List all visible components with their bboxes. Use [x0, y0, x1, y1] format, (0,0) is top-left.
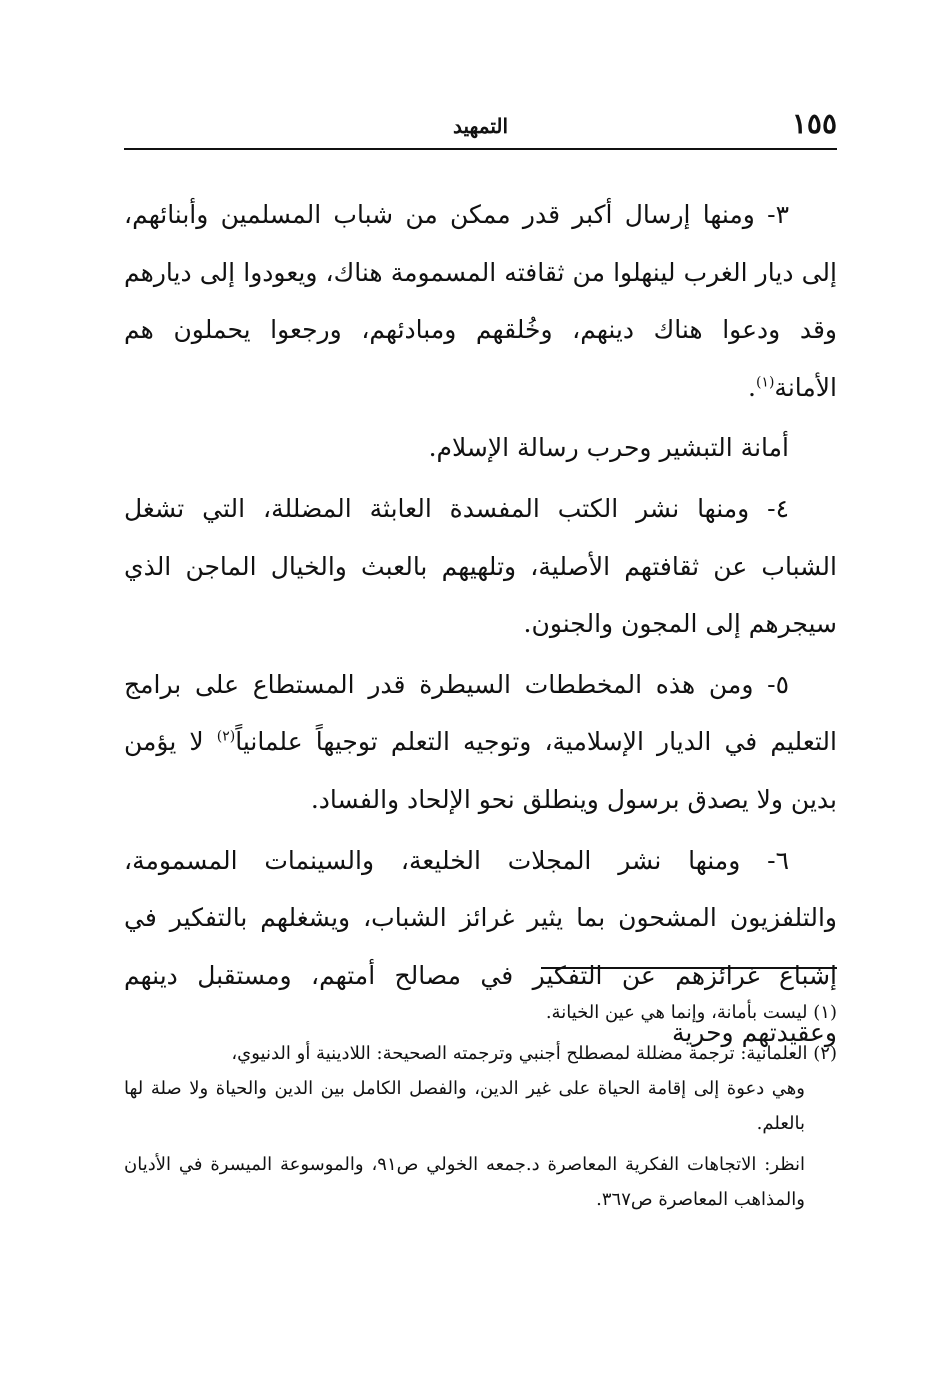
footnote-2-continuation: وهي دعوة إلى إقامة الحياة على غير الدين، والفصل الكامل بين الدين والحياة ولا صلة لها بالعلم. [124, 1078, 805, 1134]
paragraph-3-continuation: أمانة التبشير وحرب رسالة الإسلام. [428, 433, 789, 463]
paragraph-3 [124, 186, 837, 416]
paragraph-5-text-a: ٥- ومن هذه المخططات السيطرة قدر المستطاع على برامج التعليم في الديار الإسلامية، وتوجيه التعلم توجيهاً علمانياً [124, 669, 837, 757]
footnote-ref-2: (٢) [216, 729, 236, 746]
footnote-2-reference: انظر: الاتجاهات الفكرية المعاصرة د.جمعه الخولي ص٩١، والموسوعة الميسرة في الأديان والمذاهب المعاصرة ص٣٦٧. [124, 1154, 805, 1210]
footnote-ref-1: (١) [755, 374, 775, 391]
paragraph-3-text: ٣- ومنها إرسال أكبر قدر ممكن من شباب المسلمين وأبنائهم، إلى ديار الغرب لينهلوا من ثقافته المسمومة هناك، ويعودوا إلى ديارهم وقد ودعوا هناك دينهم، وخُلقهم ومبادئهم، ورجعوا يحملون هم الأمانة [124, 200, 837, 402]
main-text [124, 186, 837, 1062]
paragraph-4: ٤- ومنها نشر الكتب المفسدة العابثة المضللة، التي تشغل الشباب عن ثقافتهم الأصلية، وتلهيهم بالعبث والخيال الماجن الذي سيجرهم إلى المجون والجنون. [124, 493, 837, 639]
footnote-1: (١) ليست بأمانة، وإنما هي عين الخيانة. [545, 1002, 837, 1023]
paragraph-3-end: . [748, 372, 756, 402]
page-number: ١٥٥ [791, 107, 837, 140]
footnotes [124, 995, 837, 1217]
page-header [124, 102, 837, 150]
footnote-separator [541, 967, 837, 969]
paragraph-5-text-b: لا يؤمن بدين ولا يصدق برسول وينطلق نحو الإلحاد والفساد. [124, 727, 837, 814]
paragraph-6: ٦- ومنها نشر المجلات الخليعة، والسينمات المسمومة، والتلفزيون المشحون بما يثير غرائز الشباب، ويشغلهم بالتفكير في إشباع غرائزهم عن التفكير في مصالح أمتهم، ومستقبل دينهم وعقيدتهم وحرية [124, 845, 837, 1048]
running-head: التمهيد [453, 114, 508, 138]
paragraph-5 [124, 656, 837, 829]
footnote-2: (٢) العلمانية: ترجمة مضللة لمصطلح أجنبي وترجمته الصحيحة: اللادينية أو الدنيوي، [231, 1043, 837, 1064]
